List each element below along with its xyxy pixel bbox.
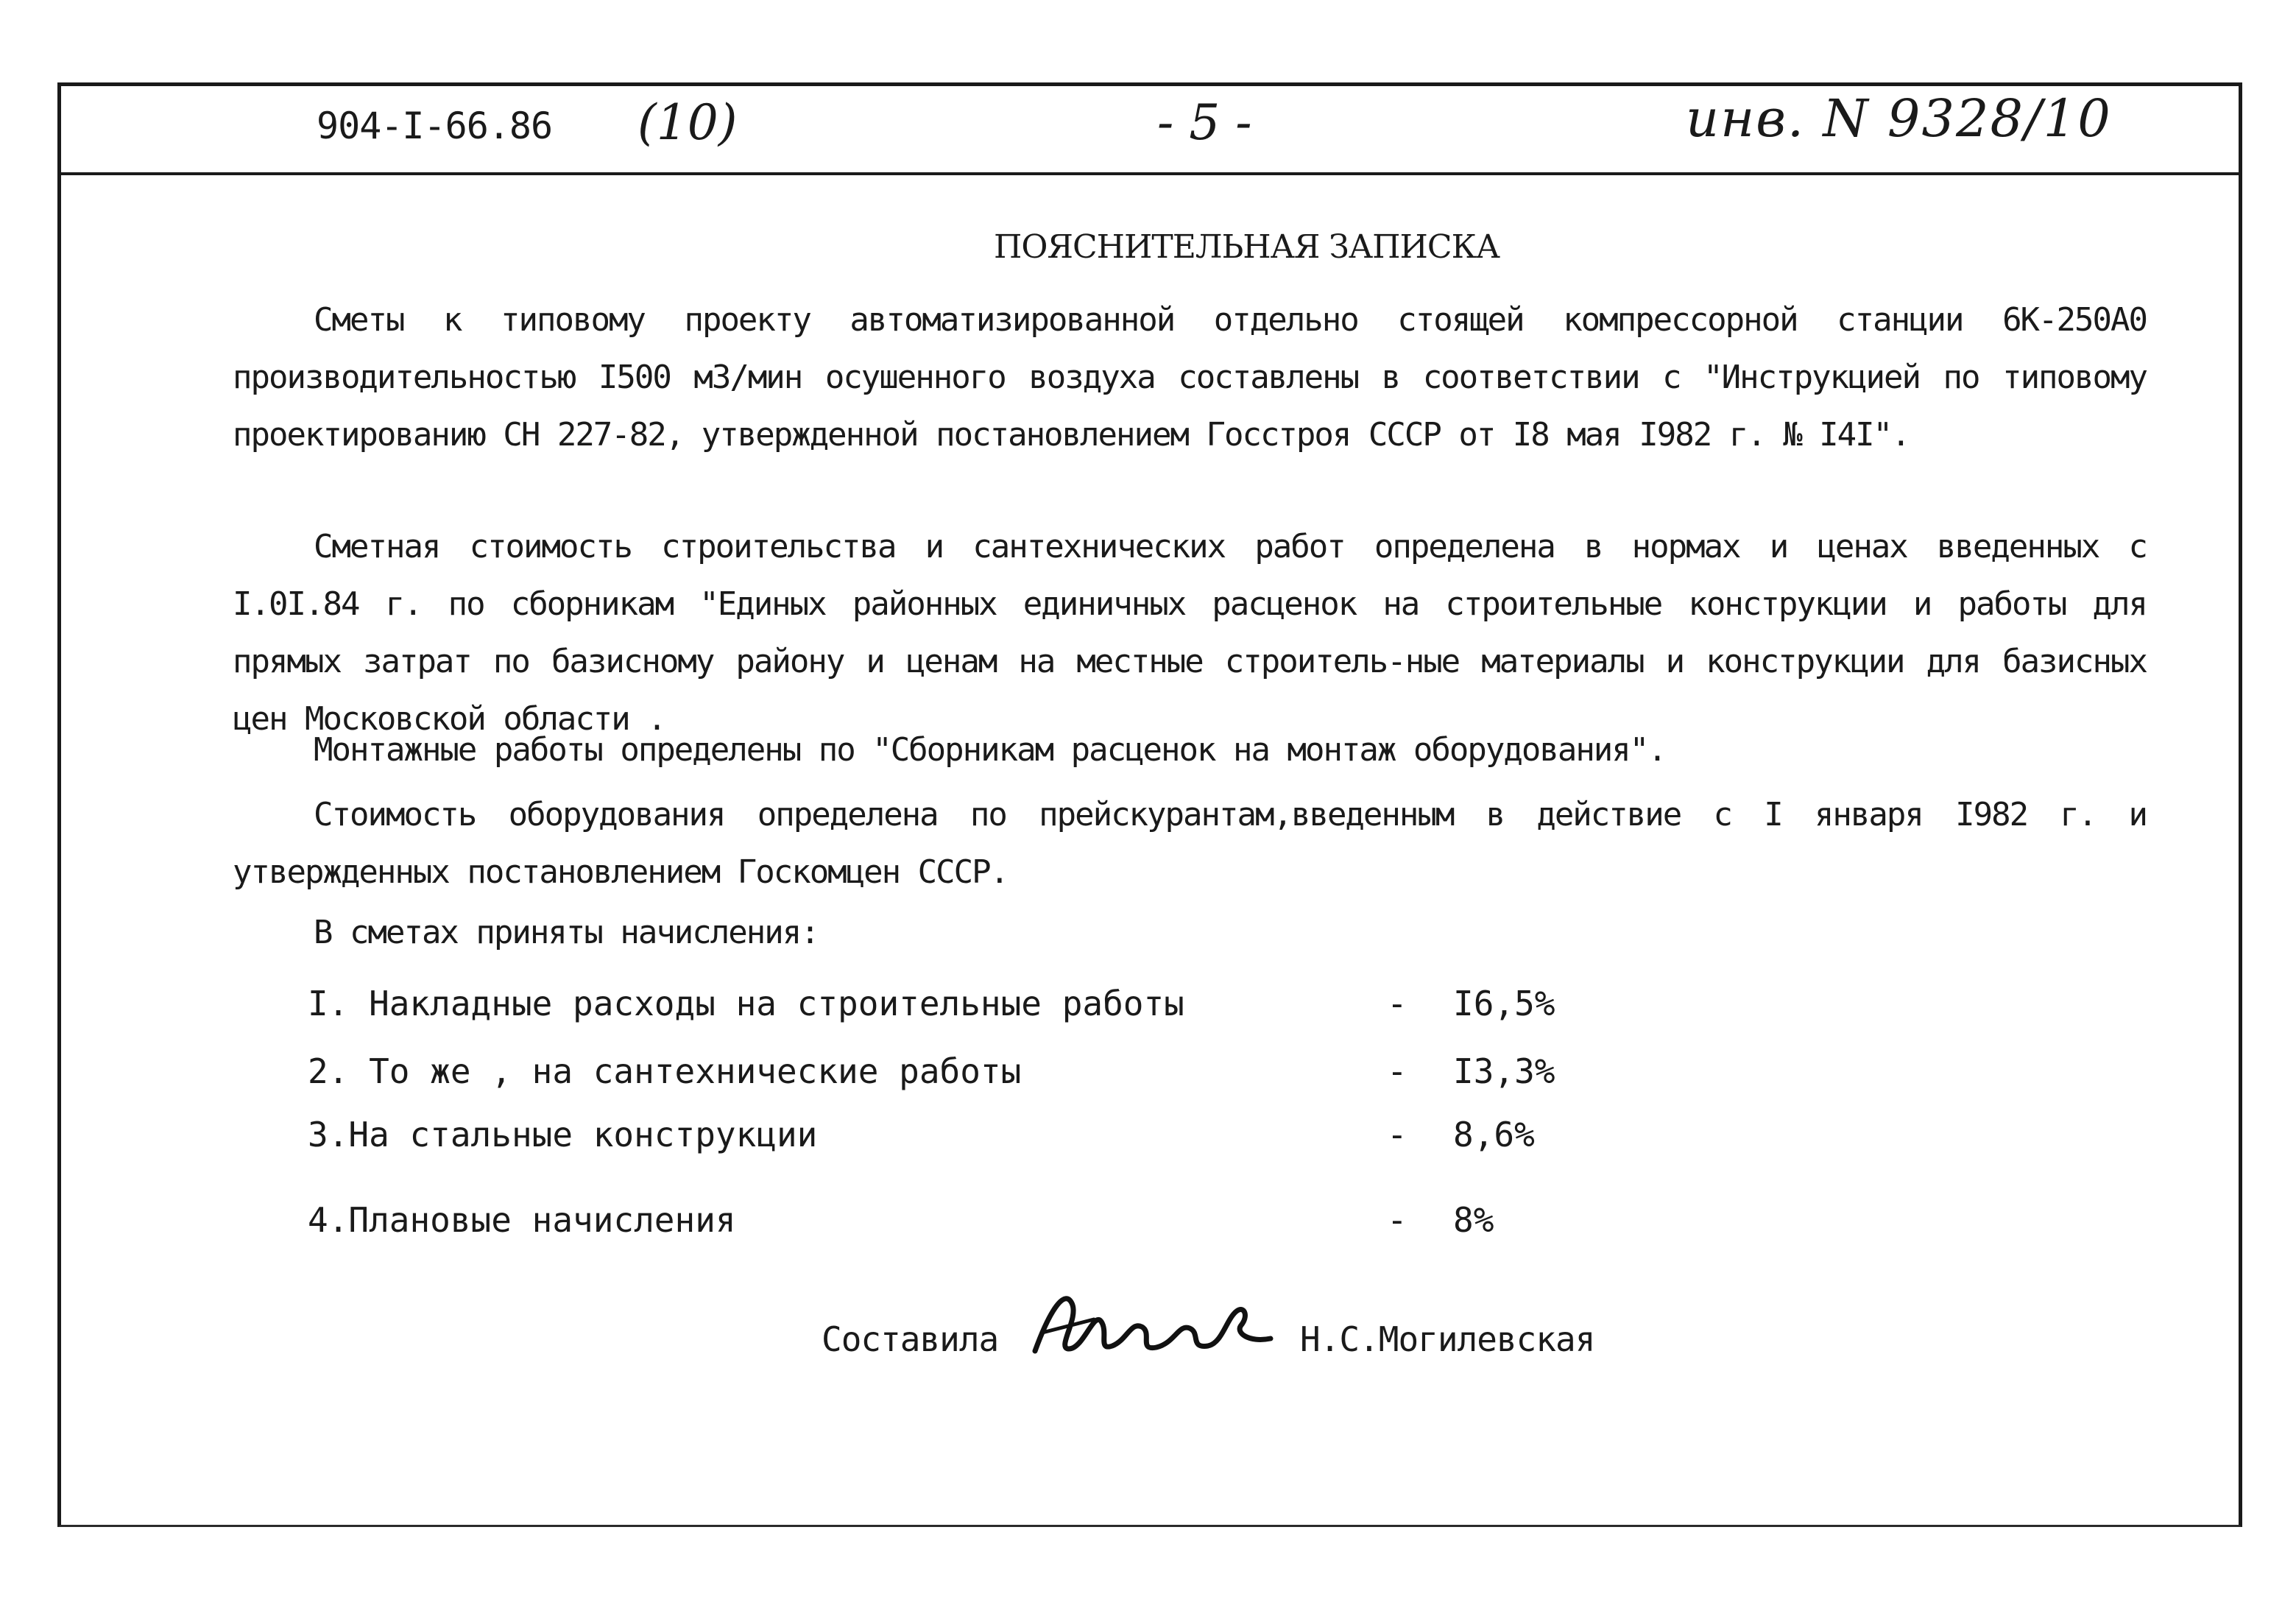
paragraph-installation: Монтажные работы определены по "Сборникам расценок на монтаж оборудования". bbox=[314, 731, 1666, 769]
charge-label: 3.На стальные конструкции bbox=[308, 1115, 818, 1154]
charge-row bbox=[308, 1051, 1559, 1096]
handwritten-signature bbox=[1028, 1281, 1278, 1369]
document-title: ПОЯСНИТЕЛЬНАЯ ЗАПИСКА bbox=[994, 228, 1500, 266]
sheet-mark: (10) bbox=[637, 94, 738, 151]
paragraph-equipment: Стоимость оборудования определена по прейскурантам,введенным в действие с I января I982 г. и утвержденных постановлением Госкомцен СССР. bbox=[233, 796, 2147, 891]
signer-name: Н.С.Могилевская bbox=[1300, 1319, 1595, 1359]
document-code: 904-I-66.86 bbox=[317, 105, 553, 147]
paragraph-estimates: Сметы к типовому проекту автоматизированной отдельно стоящей компрессорной станции 6К-250А0 производительностью I500 м3/мин осушенного воздуха составлены в соответствии с "Инструкцией по типовому проектированию СН 227-82, утвержденной постановлением Госстроя СССР от I8 мая I982 г. № I4I". bbox=[233, 301, 2147, 454]
paragraph-charges-intro: В сметах приняты начисления: bbox=[314, 914, 819, 951]
charge-row bbox=[308, 1115, 1559, 1159]
inventory-number: инв. N 9328/10 bbox=[1686, 88, 2112, 149]
charge-value: 8,6% bbox=[1453, 1115, 1535, 1154]
charge-dash: - bbox=[1387, 1115, 1407, 1154]
charge-value: I6,5% bbox=[1453, 984, 1555, 1023]
charge-row bbox=[308, 1200, 1559, 1244]
charge-value: I3,3% bbox=[1453, 1051, 1555, 1091]
charge-row bbox=[308, 984, 1559, 1028]
paragraph-cost: Сметная стоимость строительства и сантехнических работ определена в нормах и ценах введенных с I.0I.84 г. по сборникам "Единых районных единичных расценок на строительные конструкции и работы для прямых затрат по базисному району и ценам на местные строитель-ные материалы и конструкции для базисных цен Московской области . bbox=[233, 528, 2147, 738]
charge-dash: - bbox=[1387, 1200, 1407, 1240]
charge-label: 2. То же , на сантехнические работы bbox=[308, 1051, 1022, 1091]
charge-label: I. Накладные расходы на строительные работы bbox=[308, 984, 1184, 1023]
charge-dash: - bbox=[1387, 984, 1407, 1023]
charge-dash: - bbox=[1387, 1051, 1407, 1091]
charge-value: 8% bbox=[1453, 1200, 1494, 1240]
header-divider bbox=[57, 172, 2242, 175]
signature-label: Составила bbox=[822, 1319, 999, 1359]
charge-label: 4.Плановые начисления bbox=[308, 1200, 736, 1240]
page-number: - 5 - bbox=[1157, 94, 1252, 151]
